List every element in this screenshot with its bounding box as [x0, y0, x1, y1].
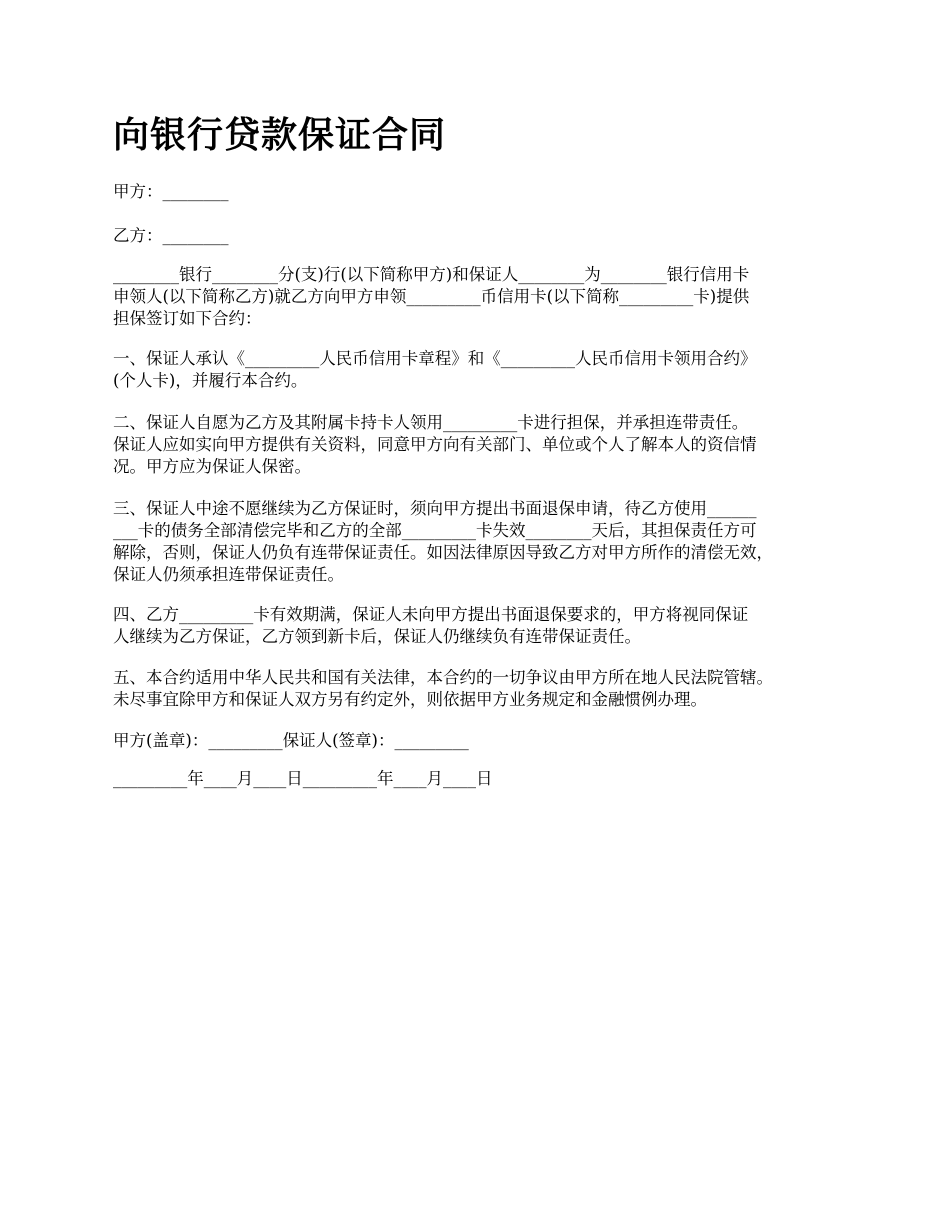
- clause-2-paragraph: [113, 412, 858, 478]
- clause-3-paragraph: [113, 498, 858, 586]
- clause-3-line: ___卡的债务全部清偿完毕和乙方的全部_________卡失效________天后，其担保责任方可: [113, 521, 757, 540]
- intro-paragraph: [113, 264, 858, 330]
- party-b-line: 乙方：________: [113, 226, 229, 245]
- intro-line: ________银行________分(支)行(以下简称甲方)和保证人________为________银行信用卡: [113, 265, 750, 284]
- clause-4-line: 人继续为乙方保证，乙方领到新卡后，保证人仍继续负有连带保证责任。: [113, 627, 641, 646]
- document-title: 向银行贷款保证合同: [113, 115, 447, 156]
- signature-line: 甲方(盖章)：_________保证人(签章)：_________: [113, 731, 469, 750]
- clause-3-line: 解除，否则，保证人仍负有连带保证责任。如因法律原因导致乙方对甲方所作的清偿无效，: [113, 543, 773, 562]
- intro-line: 申领人(以下简称乙方)就乙方向甲方申领_________币信用卡(以下简称_________卡)提供: [113, 287, 750, 306]
- clause-2-line: 况。甲方应为保证人保密。: [113, 457, 311, 476]
- clause-1-line: (个人卡)，并履行本合约。: [113, 371, 308, 390]
- clause-3-line: 三、保证人中途不愿继续为乙方保证时，须向甲方提出书面退保申请，待乙方使用______: [113, 499, 757, 518]
- date-line: _________年____月____日_________年____月____日: [113, 769, 493, 788]
- clause-4-paragraph: [113, 604, 858, 648]
- clause-1-line: 一、保证人承认《_________人民币信用卡章程》和《_________人民币信用卡领用合约》: [113, 349, 757, 368]
- clause-2-line: 保证人应如实向甲方提供有关资料，同意甲方向有关部门、单位或个人了解本人的资信情: [113, 435, 757, 454]
- clause-5-line: 五、本合约适用中华人民共和国有关法律，本合约的一切争议由甲方所在地人民法院管辖。: [113, 668, 773, 687]
- clause-5-line: 未尽事宜除甲方和保证人双方另有约定外，则依据甲方业务规定和金融惯例办理。: [113, 690, 707, 709]
- party-a-line: 甲方：________: [113, 182, 229, 201]
- clause-2-line: 二、保证人自愿为乙方及其附属卡持卡人领用_________卡进行担保，并承担连带责任。: [113, 413, 749, 432]
- clause-1-paragraph: [113, 348, 858, 392]
- intro-line: 担保签订如下合约：: [113, 309, 262, 328]
- clause-4-line: 四、乙方_________卡有效期满，保证人未向甲方提出书面退保要求的，甲方将视同保证: [113, 605, 749, 624]
- clause-5-paragraph: [113, 667, 858, 711]
- clause-3-line: 保证人仍须承担连带保证责任。: [113, 565, 344, 584]
